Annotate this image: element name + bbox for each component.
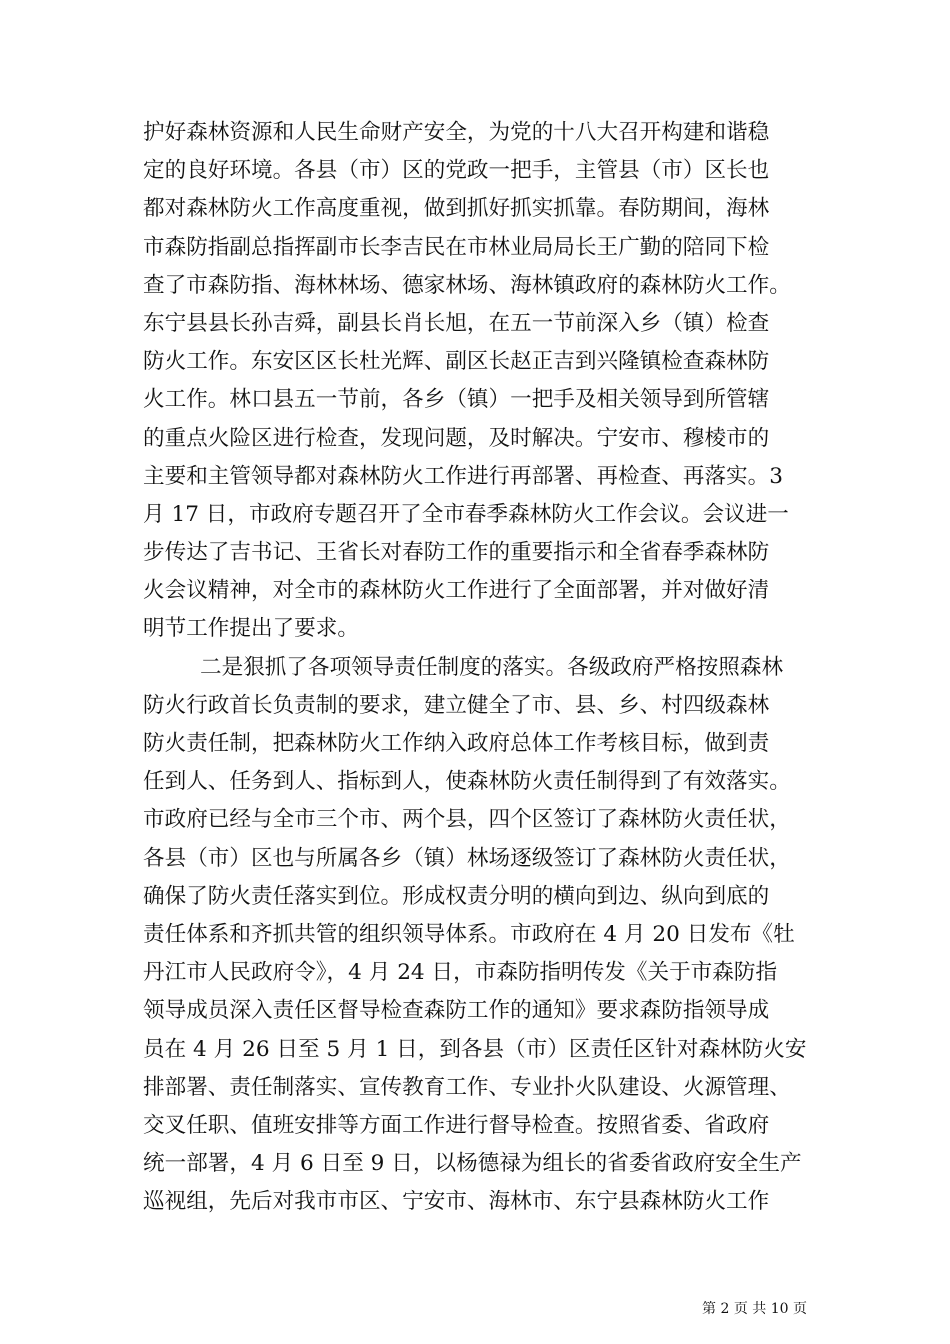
- text-line: 排部署、责任制落实、宣传教育工作、专业扑火队建设、火源管理、: [143, 1074, 791, 1100]
- text-line: 步传达了吉书记、王省长对春防工作的重要指示和全省春季森林防: [143, 540, 770, 566]
- text-line: 都对森林防火工作高度重视，做到抓好抓实抓靠。春防期间，海林: [143, 196, 770, 222]
- paragraph-start-line: 二是狠抓了各项领导责任制度的落实。各级政府严格按照森林: [200, 654, 784, 680]
- body-text: [143, 114, 813, 1221]
- text-line: 统一部署，4 月 6 日至 9 日，以杨德禄为组长的省委省政府安全生产: [143, 1151, 802, 1177]
- text-line: 巡视组，先后对我市市区、宁安市、海林市、东宁县森林防火工作: [143, 1189, 770, 1215]
- text-line: 明节工作提出了要求。: [143, 616, 359, 642]
- text-line: 各县（市）区也与所属各乡（镇）林场逐级签订了森林防火责任状，: [143, 845, 791, 871]
- text-line: 护好森林资源和人民生命财产安全，为党的十八大召开构建和谐稳: [143, 120, 770, 145]
- page-number-footer: 第 2 页 共 10 页: [702, 1301, 807, 1317]
- text-line: 确保了防火责任落实到位。形成权责分明的横向到边、纵向到底的: [143, 883, 770, 909]
- text-line: 任到人、任务到人、指标到人，使森林防火责任制得到了有效落实。: [143, 769, 791, 795]
- text-line: 责任体系和齐抓共管的组织领导体系。市政府在 4 月 20 日发布《牡: [143, 921, 795, 947]
- text-line: 防火工作。东安区区长杜光辉、副区长赵正吉到兴隆镇检查森林防: [143, 349, 770, 375]
- text-line: 领导成员深入责任区督导检查森防工作的通知》要求森防指领导成: [143, 998, 770, 1024]
- text-line: 火会议精神，对全市的森林防火工作进行了全面部署，并对做好清: [143, 578, 770, 604]
- text-line: 火工作。林口县五一节前，各乡（镇）一把手及相关领导到所管辖: [143, 387, 770, 413]
- text-line: 东宁县县长孙吉舜，副县长肖长旭，在五一节前深入乡（镇）检查: [143, 310, 770, 336]
- text-line: 主要和主管领导都对森林防火工作进行再部署、再检查、再落实。3: [143, 463, 783, 489]
- text-line: 交叉任职、值班安排等方面工作进行督导检查。按照省委、省政府: [143, 1112, 770, 1138]
- text-line: 防火行政首长负责制的要求，建立健全了市、县、乡、村四级森林: [143, 692, 770, 718]
- text-line: 市政府已经与全市三个市、两个县，四个区签订了森林防火责任状，: [143, 807, 791, 833]
- text-line: 市森防指副总指挥副市长李吉民在市林业局局长王广勤的陪同下检: [143, 234, 770, 260]
- text-line: 员在 4 月 26 日至 5 月 1 日，到各县（市）区责任区针对森林防火安: [143, 1036, 807, 1062]
- text-line: 的重点火险区进行检查，发现问题，及时解决。宁安市、穆棱市的: [143, 425, 770, 451]
- text-line: 丹江市人民政府令》，4 月 24 日，市森防指明传发《关于市森防指: [143, 960, 778, 986]
- text-line: 月 17 日，市政府专题召开了全市春季森林防火工作会议。会议进一: [143, 501, 789, 527]
- text-line: 防火责任制，把森林防火工作纳入政府总体工作考核目标，做到责: [143, 731, 770, 756]
- text-line: 定的良好环境。各县（市）区的党政一把手，主管县（市）区长也: [143, 158, 770, 184]
- text-line: 查了市森防指、海林林场、德家林场、海林镇政府的森林防火工作。: [143, 272, 791, 298]
